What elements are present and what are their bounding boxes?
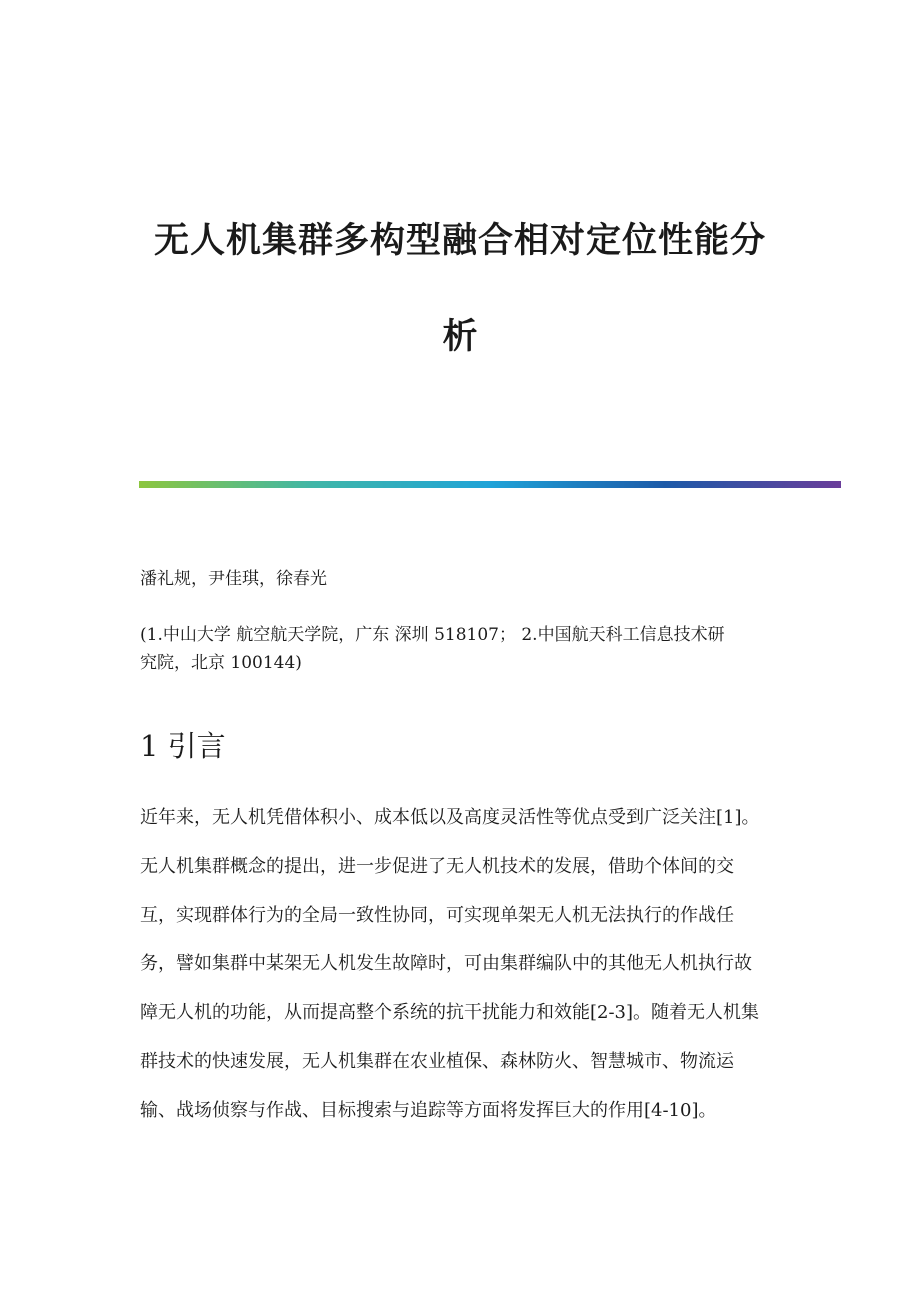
document-title: 无人机集群多构型融合相对定位性能分 (153, 220, 766, 261)
author-list: 潘礼规，尹佳琪，徐春光 (140, 569, 327, 589)
paragraph-line: 近年来，无人机凭借体积小、成本低以及高度灵活性等优点受到广泛关注[1]。 (140, 807, 760, 828)
section-heading: 1 引言 (140, 729, 226, 763)
affiliation-line: 究院，北京 100144) (140, 653, 302, 673)
paragraph-line: 互，实现群体行为的全局一致性协同，可实现单架无人机无法执行的作战任 (140, 904, 734, 926)
paragraph-line: 障无人机的功能，从而提高整个系统的抗干扰能力和效能[2-3]。随着无人机集 (140, 1002, 760, 1024)
document-title-continuation: 析 (442, 316, 478, 357)
affiliation-line: (1.中山大学 航空航天学院，广东 深圳 518107； 2.中国航天科工信息技术研 (140, 625, 725, 645)
paragraph-line: 务，譬如集群中某架无人机发生故障时，可由集群编队中的其他无人机执行故 (140, 953, 752, 975)
paragraph-line: 无人机集群概念的提出，进一步促进了无人机技术的发展，借助个体间的交 (140, 855, 734, 877)
title-divider (139, 481, 841, 488)
paragraph-line: 群技术的快速发展，无人机集群在农业植保、森林防火、智慧城市、物流运 (140, 1050, 734, 1072)
paragraph-line: 输、战场侦察与作战、目标搜索与追踪等方面将发挥巨大的作用[4-10]。 (140, 1099, 717, 1121)
body-paragraph (140, 803, 790, 1145)
affiliations (140, 621, 790, 677)
